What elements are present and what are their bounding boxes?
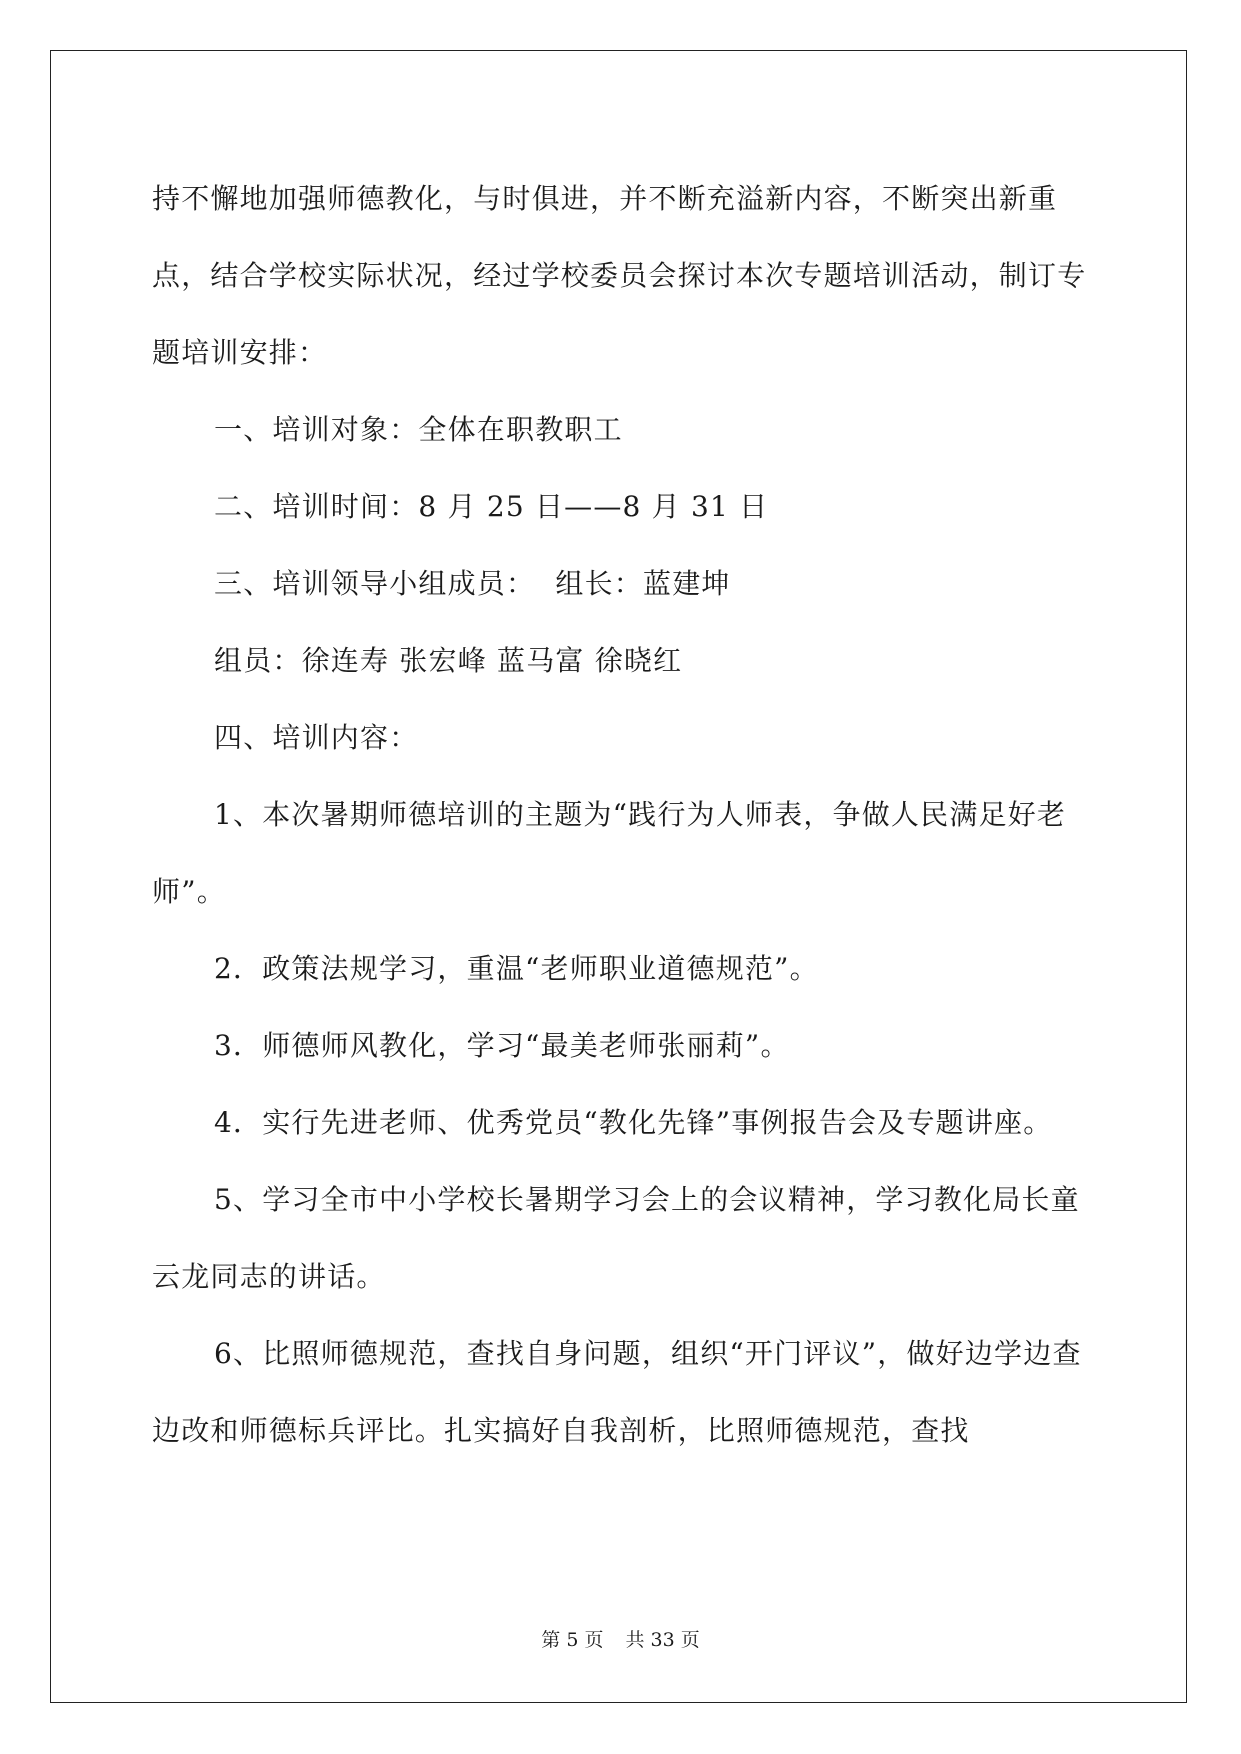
paragraph-training-content-heading: 四、培训内容： <box>214 721 419 754</box>
paragraph-training-target: 一、培训对象：全体在职教职工 <box>214 413 623 446</box>
page-number: 第 5 页 <box>541 1629 604 1651</box>
document-body <box>152 160 1087 1469</box>
paragraph-content-item-6: 6、比照师德规范，查找自身问题，组织“开门评议”，做好边学边查边改和师德标兵评比。扎实搞好自我剖析，比照师德规范，查找 <box>152 1337 1082 1447</box>
paragraph-training-time: 二、培训时间：8 月 25 日——8 月 31 日 <box>214 490 769 523</box>
paragraph-leadership-group: 三、培训领导小组成员： 组长：蓝建坤 <box>214 567 731 600</box>
paragraph-content-item-4: 4．实行先进老师、优秀党员“教化先锋”事例报告会及专题讲座。 <box>214 1106 1053 1139</box>
paragraph-content-item-1: 1、本次暑期师德培训的主题为“践行为人师表，争做人民满足好老师”。 <box>152 798 1067 908</box>
page-total: 共 33 页 <box>625 1629 700 1651</box>
paragraph-group-members: 组员：徐连寿 张宏峰 蓝马富 徐晓红 <box>214 644 683 677</box>
paragraph-intro-continued: 持不懈地加强师德教化，与时俱进，并不断充溢新内容，不断突出新重点，结合学校实际状况，经过学校委员会探讨本次专题培训活动，制订专题培训安排： <box>152 182 1087 369</box>
paragraph-content-item-2: 2．政策法规学习，重温“老师职业道德规范”。 <box>214 952 819 985</box>
paragraph-content-item-5: 5、学习全市中小学校长暑期学习会上的会议精神，学习教化局长童云龙同志的讲话。 <box>152 1183 1080 1293</box>
page-footer <box>0 1625 1241 1652</box>
paragraph-content-item-3: 3．师德师风教化，学习“最美老师张丽莉”。 <box>214 1029 790 1062</box>
